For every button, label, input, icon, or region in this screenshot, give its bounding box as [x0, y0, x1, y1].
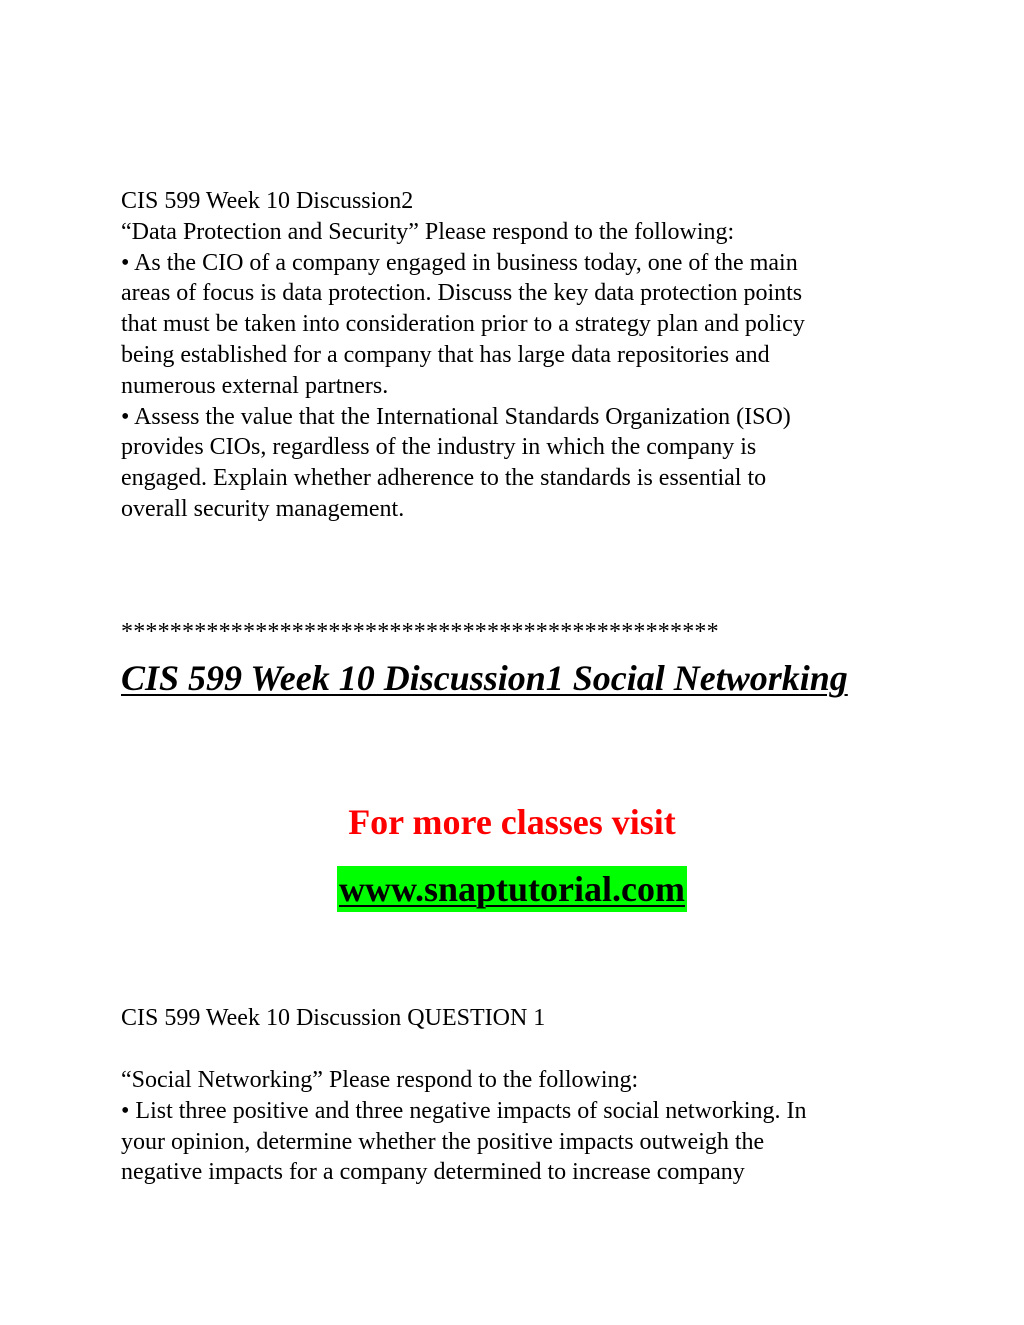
question1-title-block [121, 1003, 921, 1034]
text-line: numerous external partners. [121, 372, 389, 399]
text-line: being established for a company that has large data repositories and [121, 341, 770, 368]
promo-url-container [0, 866, 1024, 912]
text-line: overall security management. [121, 495, 405, 522]
discussion2-section [121, 186, 921, 525]
text-line: • List three positive and three negative impacts of social networking. In [121, 1097, 807, 1124]
section-heading: CIS 599 Week 10 Discussion1 Social Networking [121, 658, 848, 698]
text-line: “Social Networking” Please respond to the following: [121, 1067, 639, 1093]
text-line: your opinion, determine whether the positive impacts outweigh the [121, 1128, 765, 1155]
text-line: areas of focus is data protection. Discuss the key data protection points [121, 280, 803, 307]
text-line: CIS 599 Week 10 Discussion2 [121, 188, 414, 214]
text-line: provides CIOs, regardless of the industry in which the company is [121, 434, 757, 461]
asterisk-separator: ************************************************* [121, 619, 719, 645]
text-line: that must be taken into consideration prior to a strategy plan and policy [121, 311, 805, 338]
promo-title: For more classes visit [348, 802, 676, 842]
text-line: • As the CIO of a company engaged in business today, one of the main [121, 249, 798, 276]
text-line: • Assess the value that the International Standards Organization (ISO) [121, 403, 791, 430]
text-line: “Data Protection and Security” Please respond to the following: [121, 218, 735, 245]
question-line: CIS 599 Week 10 Discussion QUESTION 1 [121, 1005, 546, 1031]
discussion1-section [121, 1065, 921, 1188]
promo-url-link[interactable]: www.snaptutorial.com [337, 866, 687, 912]
text-line: engaged. Explain whether adherence to the standards is essential to [121, 465, 767, 492]
text-line: negative impacts for a company determined to increase company [121, 1159, 745, 1186]
